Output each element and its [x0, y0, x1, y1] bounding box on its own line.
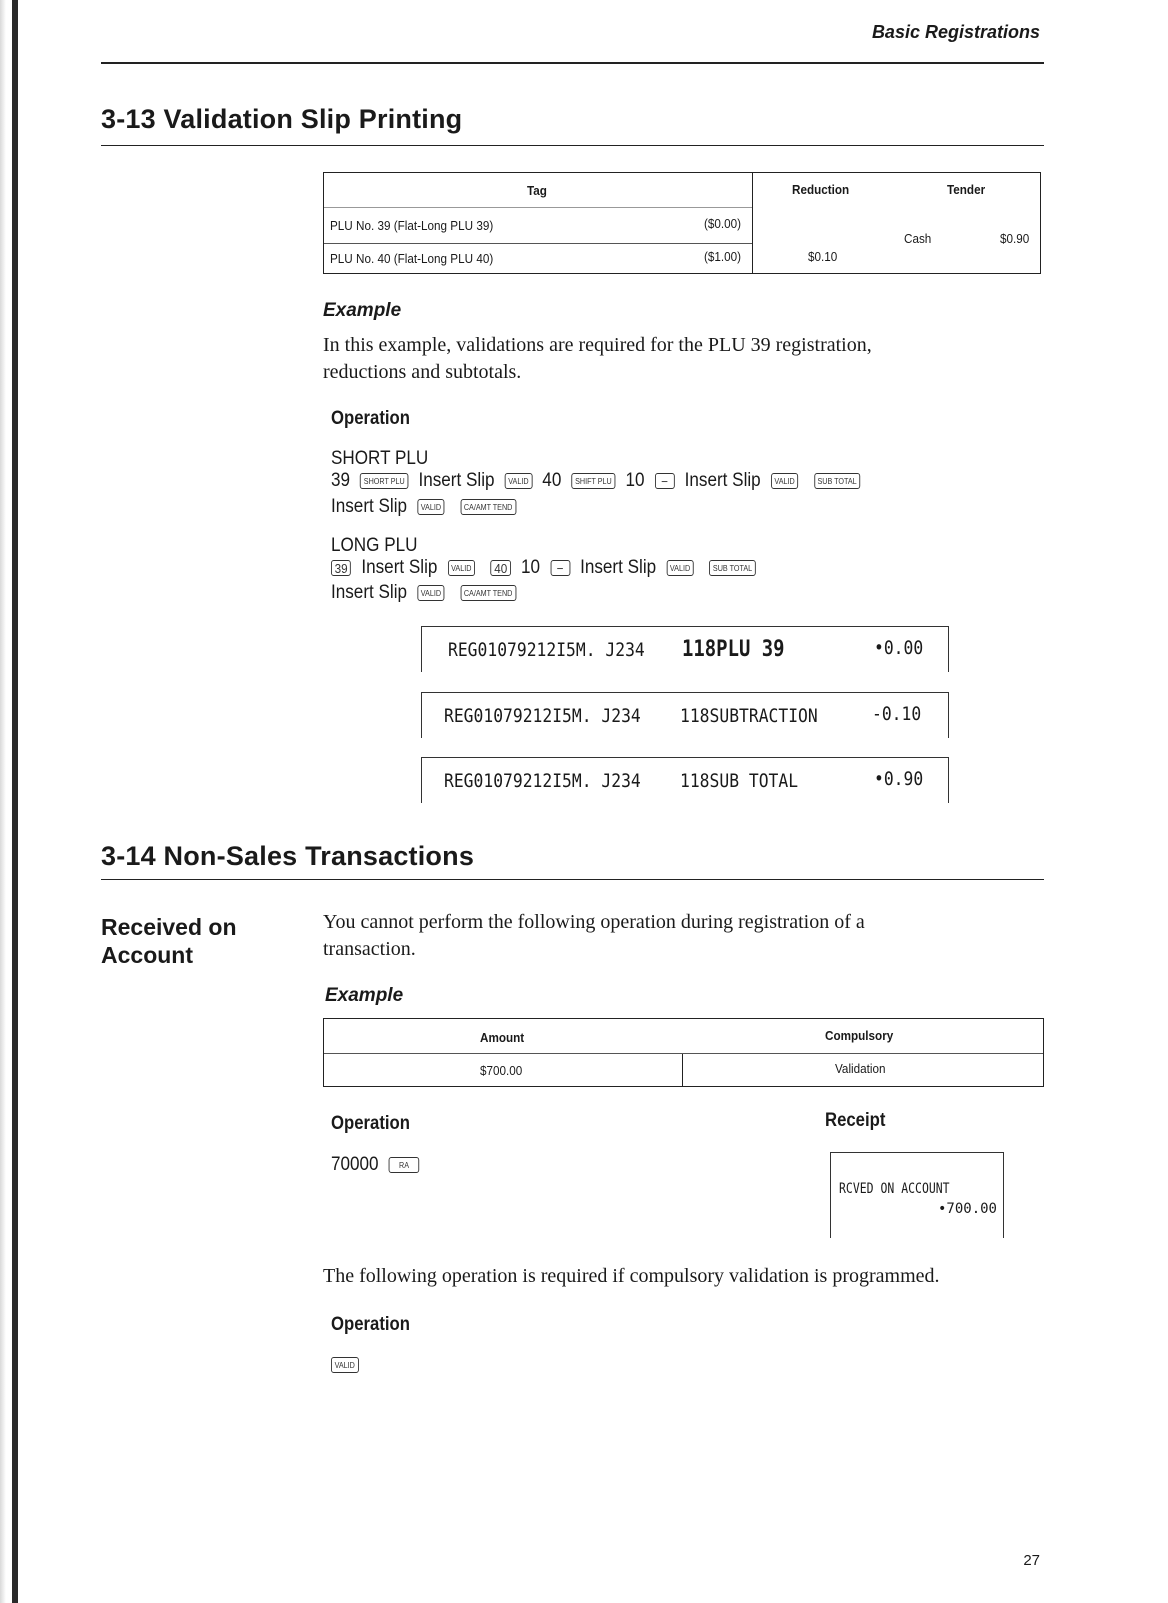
- table-value-amount: $700.00: [480, 1063, 523, 1078]
- intro-text-line-1: You cannot perform the following operation during registration of a: [323, 911, 865, 933]
- table-reduction-value: $0.10: [808, 249, 838, 264]
- minus-key[interactable]: −: [550, 560, 570, 576]
- table-row-2-item: PLU No. 40 (Flat-Long PLU 40): [330, 251, 494, 266]
- operation-heading-3: Operation: [331, 1314, 410, 1335]
- header-rule: [101, 62, 1044, 64]
- sub-total-key[interactable]: SUB TOTAL: [814, 473, 860, 489]
- long-plu-line-1: [331, 557, 761, 579]
- valid-key[interactable]: VALID: [505, 473, 532, 489]
- receipt-description: 118PLU 39: [682, 637, 785, 662]
- short-plu-qty: 39: [331, 470, 351, 491]
- section-14-rule: [101, 879, 1044, 880]
- receipt-amount: •0.90: [874, 768, 924, 790]
- table-header-amount: Amount: [480, 1030, 525, 1045]
- short-plu-line-1: [331, 470, 866, 492]
- table-tender-value: $0.90: [1000, 231, 1030, 246]
- operation-heading-2: Operation: [331, 1113, 410, 1134]
- table-header-tender: Tender: [947, 182, 986, 197]
- table-row-1-item: PLU No. 39 (Flat-Long PLU 39): [330, 218, 494, 233]
- page-binding-edge: [0, 0, 18, 1603]
- receipt-code: REG01079212I5M. J234: [448, 639, 645, 661]
- receipt-amount: -0.10: [872, 703, 922, 725]
- compulsory-validation-text: The following operation is required if compulsory validation is programmed.: [323, 1265, 940, 1287]
- receipt-line-2: •700.00: [937, 1201, 997, 1217]
- ra-operation-line: [331, 1154, 425, 1176]
- table-row-2-price: ($1.00): [704, 249, 742, 264]
- section-14-title: 3-14 Non-Sales Transactions: [101, 841, 475, 871]
- shift-plu-key[interactable]: SHIFT PLU: [571, 473, 615, 489]
- insert-slip-text: Insert Slip: [331, 496, 408, 517]
- receipt-code: REG01079212I5M. J234: [444, 705, 641, 727]
- table-divider-vertical: [752, 173, 753, 273]
- page-number: 27: [1023, 1552, 1040, 1569]
- valid-operation-line: [331, 1354, 364, 1376]
- table-header-compulsory: Compulsory: [825, 1028, 894, 1043]
- example-text-line-2: reductions and subtotals.: [323, 361, 522, 383]
- valid-key[interactable]: VALID: [417, 499, 444, 515]
- valid-key[interactable]: VALID: [417, 585, 444, 601]
- table-divider-vertical: [682, 1053, 683, 1087]
- long-plu-number-10: 10: [520, 557, 540, 578]
- table-divider-header: [324, 207, 752, 208]
- table-value-compulsory: Validation: [835, 1061, 886, 1076]
- short-plu-number-40: 40: [542, 470, 562, 491]
- minus-key[interactable]: −: [655, 473, 675, 489]
- valid-key[interactable]: VALID: [771, 473, 798, 489]
- receipt-description: 118SUBTRACTION: [680, 705, 818, 727]
- ra-receipt: [830, 1152, 1004, 1238]
- receipt-description: 118SUB TOTAL: [680, 770, 799, 792]
- validation-receipt-3: [421, 757, 949, 803]
- example-text-line-1: In this example, validations are required for the PLU 39 registration,: [323, 334, 872, 356]
- insert-slip-text: Insert Slip: [361, 557, 438, 578]
- long-plu-line-2: [331, 582, 521, 604]
- insert-slip-text: Insert Slip: [580, 557, 657, 578]
- table-divider-row: [324, 1053, 1043, 1054]
- short-plu-label: SHORT PLU: [331, 448, 429, 469]
- insert-slip-text: Insert Slip: [684, 470, 761, 491]
- insert-slip-text: Insert Slip: [331, 582, 408, 603]
- validation-table: [323, 172, 1041, 274]
- short-plu-line-2: [331, 496, 521, 518]
- short-plu-key[interactable]: SHORT PLU: [360, 473, 408, 489]
- table-row-1-price: ($0.00): [704, 216, 742, 231]
- received-on-account-table: [323, 1018, 1044, 1087]
- short-plu-number-10: 10: [625, 470, 645, 491]
- side-heading-line-2: Account: [101, 942, 193, 968]
- table-divider-row: [324, 243, 752, 244]
- section-13-title: 3-13 Validation Slip Printing: [101, 104, 463, 134]
- example-heading-2: Example: [325, 985, 404, 1006]
- ca-amt-tend-key[interactable]: CA/AMT TEND: [460, 499, 516, 515]
- receipt-amount: •0.00: [874, 637, 924, 659]
- table-header-reduction: Reduction: [792, 182, 850, 197]
- receipt-code: REG01079212I5M. J234: [444, 770, 641, 792]
- sub-total-key[interactable]: SUB TOTAL: [709, 560, 755, 576]
- side-heading-line-1: Received on: [101, 914, 237, 940]
- validation-receipt-1: [421, 626, 949, 672]
- ca-amt-tend-key[interactable]: CA/AMT TEND: [460, 585, 516, 601]
- receipt-line-1: RCVED ON ACCOUNT: [839, 1181, 950, 1197]
- section-13-rule: [101, 145, 1044, 146]
- example-heading: Example: [323, 300, 402, 321]
- valid-key[interactable]: VALID: [448, 560, 475, 576]
- long-plu-label: LONG PLU: [331, 535, 418, 556]
- table-header-tag: Tag: [527, 183, 547, 198]
- validation-receipt-2: [421, 692, 949, 738]
- valid-key[interactable]: VALID: [331, 1357, 358, 1373]
- ra-key[interactable]: RA: [389, 1157, 420, 1173]
- ra-amount: 70000: [331, 1154, 379, 1175]
- insert-slip-text: Insert Slip: [418, 470, 495, 491]
- valid-key[interactable]: VALID: [666, 560, 693, 576]
- operation-heading: Operation: [331, 408, 410, 429]
- plu-40-key[interactable]: 40: [491, 560, 511, 576]
- table-tender-label: Cash: [904, 231, 932, 246]
- running-head: Basic Registrations: [871, 22, 1040, 42]
- intro-text-line-2: transaction.: [323, 938, 416, 960]
- receipt-heading: Receipt: [825, 1110, 886, 1131]
- plu-39-key[interactable]: 39: [331, 560, 351, 576]
